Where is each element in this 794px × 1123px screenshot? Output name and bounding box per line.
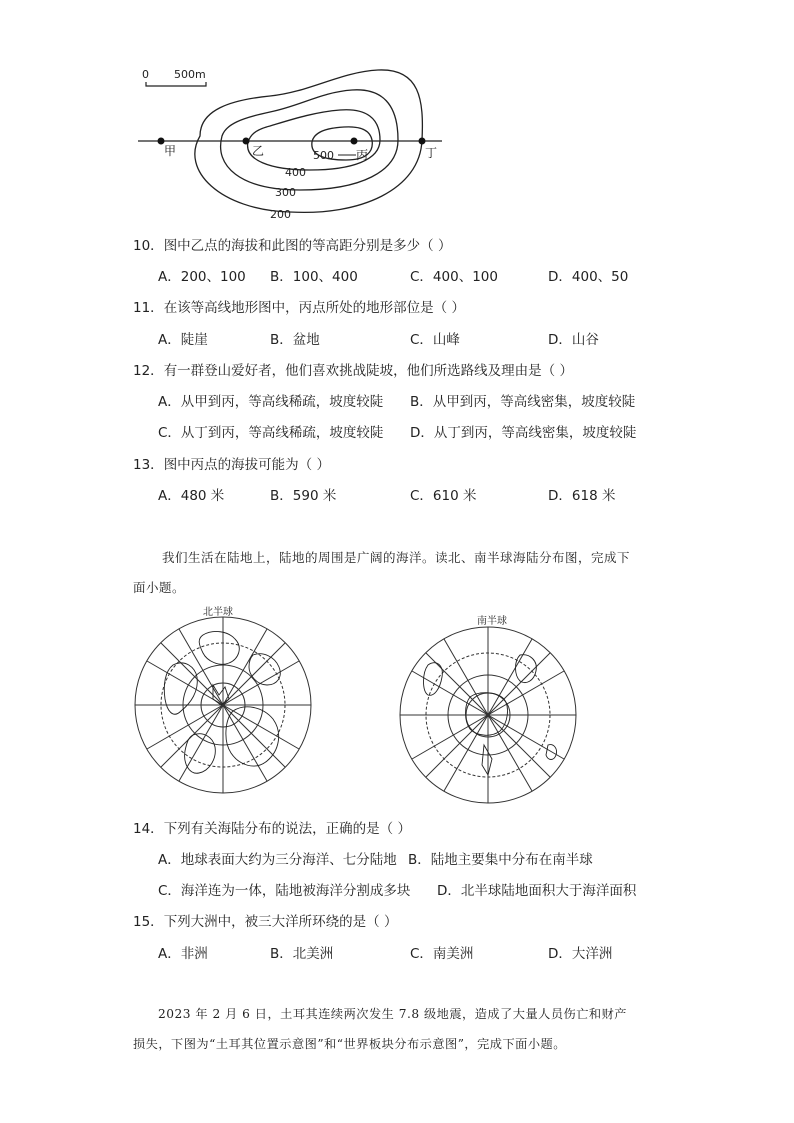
option-b: B．北美洲 (270, 946, 334, 962)
contour-value-400: 400 (285, 166, 306, 179)
north-hemisphere-map (133, 615, 313, 795)
question-11 (133, 296, 465, 316)
question-number: 11． (133, 300, 164, 316)
question-text: 在该等高线地形图中，丙点所处的地形部位是（ ） (163, 300, 465, 316)
scale-distance-label: 500m (174, 68, 206, 81)
option-d: D．400、50 (548, 269, 629, 285)
option-c: C．海洋连为一体，陆地被海洋分割成多块 (158, 883, 411, 899)
label-ding: 丁 (425, 146, 438, 160)
question-text: 图中丙点的海拔可能为（ ） (163, 457, 330, 473)
passage-turkey-line2: 损失，下图为“土耳其位置示意图”和“世界板块分布示意图”，完成下面小题。 (133, 1037, 566, 1051)
option-a: A．非洲 (158, 946, 208, 962)
scale-bar (146, 82, 206, 86)
point-ding (419, 138, 426, 145)
option-d: D．618 米 (548, 488, 616, 504)
question-13 (133, 453, 330, 473)
option-c: C．400、100 (410, 269, 498, 285)
south-hemisphere-map (398, 625, 578, 805)
question-text: 有一群登山爱好者，他们喜欢挑战陡坡，他们所选路线及理由是（ ） (163, 363, 573, 379)
contour-map (130, 60, 450, 225)
option-c: C．山峰 (410, 332, 460, 348)
option-c: C．南美洲 (410, 946, 474, 962)
question-number: 15． (133, 914, 164, 930)
passage-sea-land-line1: 我们生活在陆地上，陆地的周围是广阔的海洋。读北、南半球海陆分布图，完成下 (162, 550, 631, 565)
point-yi (243, 138, 250, 145)
option-d: D．从丁到丙，等高线密集，坡度较陡 (410, 425, 637, 441)
question-10 (133, 234, 451, 254)
option-a: A．从甲到丙，等高线稀疏，坡度较陡 (158, 394, 384, 410)
question-12 (133, 359, 573, 379)
question-text: 图中乙点的海拔和此图的等高距分别是多少（ ） (163, 238, 452, 254)
contour-value-300: 300 (275, 186, 296, 199)
question-number: 13． (133, 457, 164, 473)
north-hemisphere-title: 北半球 (203, 607, 233, 618)
option-b: B．陆地主要集中分布在南半球 (408, 852, 593, 868)
option-c: C．610 米 (410, 488, 477, 504)
passage-turkey-line1: 2023 年 2 月 6 日，土耳其连续两次发生 7.8 级地震，造成了大量人员伤亡和财产 (158, 1007, 627, 1021)
option-a: A．陡崖 (158, 332, 208, 348)
option-a: A．480 米 (158, 488, 225, 504)
label-jia: 甲 (164, 144, 177, 158)
passage-sea-land-line2: 面小题。 (133, 580, 186, 595)
point-bing (351, 138, 358, 145)
label-yi: 乙 (252, 144, 265, 158)
question-number: 12． (133, 363, 164, 379)
option-a: A．地球表面大约为三分海洋、七分陆地 (158, 852, 397, 868)
option-b: B．从甲到丙，等高线密集，坡度较陡 (410, 394, 636, 410)
question-15 (133, 910, 397, 930)
south-hemisphere-title: 南半球 (477, 616, 507, 627)
contour-value-200: 200 (270, 208, 291, 221)
label-bing: 丙 (356, 148, 369, 162)
option-c: C．从丁到丙，等高线稀疏，坡度较陡 (158, 425, 384, 441)
contour-value-500: 500 (313, 149, 334, 162)
option-d: D．大洋洲 (548, 946, 613, 962)
option-b: B．盆地 (270, 332, 320, 348)
scale-zero-label: 0 (142, 68, 149, 81)
option-b: B．590 米 (270, 488, 337, 504)
question-text: 下列有关海陆分布的说法，正确的是（ ） (163, 821, 411, 837)
question-number: 14． (133, 821, 164, 837)
question-number: 10． (133, 238, 164, 254)
question-14 (133, 817, 411, 837)
option-d: D．山谷 (548, 332, 599, 348)
option-d: D．北半球陆地面积大于海洋面积 (437, 883, 637, 899)
question-text: 下列大洲中，被三大洋所环绕的是（ ） (163, 914, 398, 930)
option-a: A．200、100 (158, 269, 246, 285)
option-b: B．100、400 (270, 269, 358, 285)
